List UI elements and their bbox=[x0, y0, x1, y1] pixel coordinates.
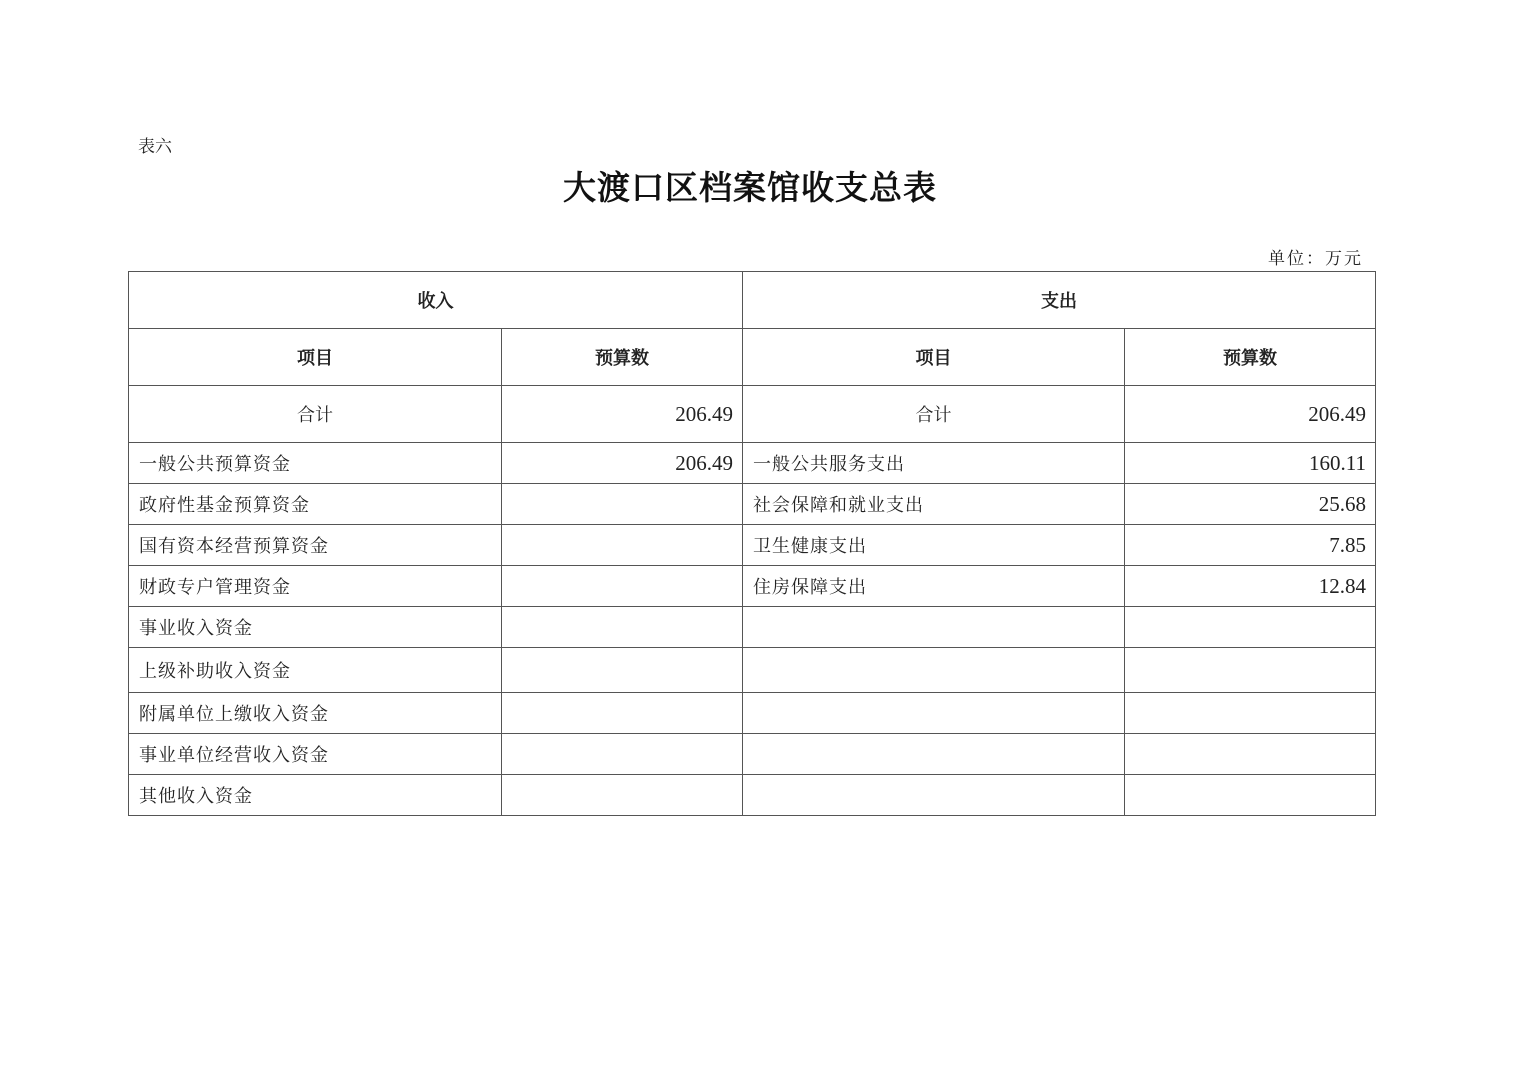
budget-table bbox=[128, 271, 1376, 816]
table-row bbox=[129, 607, 1376, 648]
expense-value: 7.85 bbox=[1125, 525, 1376, 566]
total-row bbox=[129, 386, 1376, 443]
income-value bbox=[502, 734, 743, 775]
table-row bbox=[129, 525, 1376, 566]
income-item: 事业收入资金 bbox=[129, 607, 502, 648]
income-header: 收入 bbox=[129, 272, 743, 329]
expense-item bbox=[743, 607, 1125, 648]
expense-item bbox=[743, 775, 1125, 816]
table-row bbox=[129, 734, 1376, 775]
income-total-value: 206.49 bbox=[502, 386, 743, 443]
expense-header: 支出 bbox=[743, 272, 1376, 329]
expense-item bbox=[743, 648, 1125, 693]
table-row bbox=[129, 648, 1376, 693]
expense-item bbox=[743, 734, 1125, 775]
expense-value: 25.68 bbox=[1125, 484, 1376, 525]
expense-value: 12.84 bbox=[1125, 566, 1376, 607]
expense-value: 160.11 bbox=[1125, 443, 1376, 484]
table-label: 表六 bbox=[138, 137, 172, 157]
table-row bbox=[129, 775, 1376, 816]
income-value bbox=[502, 775, 743, 816]
income-item: 附属单位上缴收入资金 bbox=[129, 693, 502, 734]
income-item: 国有资本经营预算资金 bbox=[129, 525, 502, 566]
expense-item: 卫生健康支出 bbox=[743, 525, 1125, 566]
income-budget-column-header: 预算数 bbox=[502, 329, 743, 386]
expense-item: 住房保障支出 bbox=[743, 566, 1125, 607]
income-item-column-header: 项目 bbox=[129, 329, 502, 386]
expense-value bbox=[1125, 648, 1376, 693]
expense-value bbox=[1125, 734, 1376, 775]
table-row bbox=[129, 566, 1376, 607]
income-item: 事业单位经营收入资金 bbox=[129, 734, 502, 775]
income-value bbox=[502, 607, 743, 648]
expense-budget-column-header: 预算数 bbox=[1125, 329, 1376, 386]
income-total-label: 合计 bbox=[129, 386, 502, 443]
expense-item-column-header: 项目 bbox=[743, 329, 1125, 386]
page-title: 大渡口区档案馆收支总表 bbox=[563, 168, 937, 207]
table-row bbox=[129, 484, 1376, 525]
income-item: 上级补助收入资金 bbox=[129, 648, 502, 693]
expense-value bbox=[1125, 775, 1376, 816]
expense-item: 一般公共服务支出 bbox=[743, 443, 1125, 484]
expense-item: 社会保障和就业支出 bbox=[743, 484, 1125, 525]
income-value bbox=[502, 693, 743, 734]
income-value: 206.49 bbox=[502, 443, 743, 484]
expense-value bbox=[1125, 607, 1376, 648]
table-row bbox=[129, 693, 1376, 734]
income-item: 财政专户管理资金 bbox=[129, 566, 502, 607]
expense-total-label: 合计 bbox=[743, 386, 1125, 443]
income-value bbox=[502, 525, 743, 566]
table-row bbox=[129, 443, 1376, 484]
income-item: 政府性基金预算资金 bbox=[129, 484, 502, 525]
income-value bbox=[502, 484, 743, 525]
expense-total-value: 206.49 bbox=[1125, 386, 1376, 443]
expense-value bbox=[1125, 693, 1376, 734]
income-item: 一般公共预算资金 bbox=[129, 443, 502, 484]
income-item: 其他收入资金 bbox=[129, 775, 502, 816]
unit-label: 单位：万元 bbox=[1268, 249, 1363, 269]
expense-item bbox=[743, 693, 1125, 734]
income-value bbox=[502, 648, 743, 693]
income-value bbox=[502, 566, 743, 607]
